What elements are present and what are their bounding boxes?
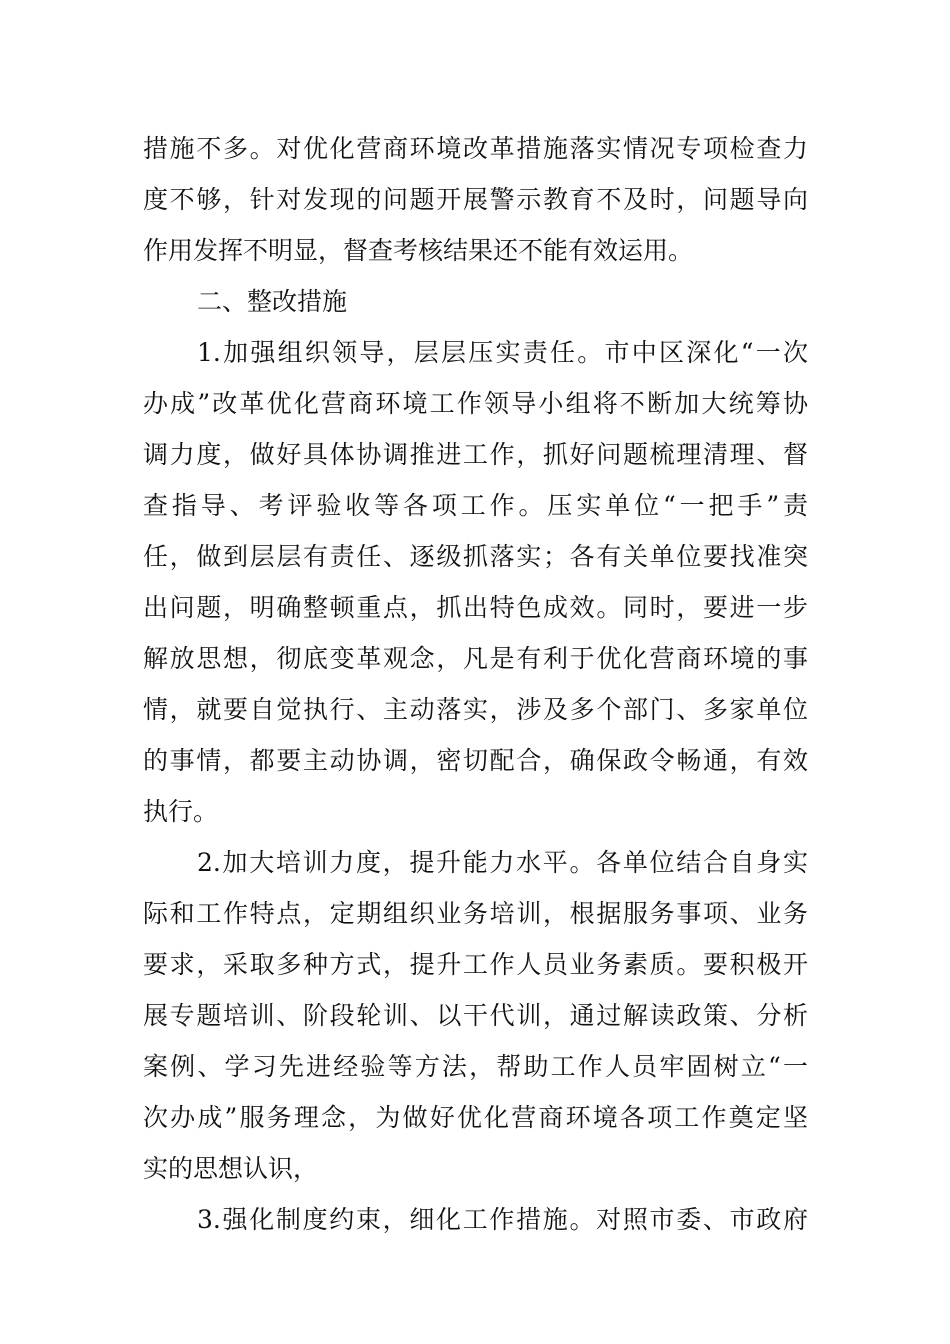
text-line: 查指导、考评验收等各项工作。压实单位“一把手”责 [143, 491, 808, 520]
section-heading: 二、整改措施 [197, 287, 348, 316]
text-line: 任，做到层层有责任、逐级抓落实；各有关单位要找准突 [143, 542, 808, 571]
text-line: 案例、学习先进经验等方法，帮助工作人员牢固树立“一 [143, 1052, 808, 1081]
text-line: 实的思想认识， [143, 1154, 319, 1183]
text-line: 解放思想，彻底变革观念，凡是有利于优化营商环境的事 [143, 644, 808, 673]
text-line: 办成”改革优化营商环境工作领导小组将不断加大统筹协 [143, 389, 808, 418]
text-line: 作用发挥不明显，督查考核结果还不能有效运用。 [143, 236, 694, 265]
text-line: 2.加大培训力度，提升能力水平。各单位结合自身实 [197, 848, 808, 877]
text-line: 调力度，做好具体协调推进工作，抓好问题梳理清理、督 [143, 440, 808, 469]
text-line: 的事情，都要主动协调，密切配合，确保政令畅通，有效 [143, 746, 808, 775]
text-line: 执行。 [143, 797, 219, 826]
text-line: 3.强化制度约束，细化工作措施。对照市委、市政府 [197, 1205, 808, 1234]
text-line: 1.加强组织领导，层层压实责任。市中区深化“一次 [197, 338, 808, 367]
text-line: 次办成”服务理念，为做好优化营商环境各项工作奠定坚 [143, 1103, 808, 1132]
text-line: 际和工作特点，定期组织业务培训，根据服务事项、业务 [143, 899, 808, 928]
text-line: 措施不多。对优化营商环境改革措施落实情况专项检查力 [143, 134, 808, 163]
text-line: 度不够，针对发现的问题开展警示教育不及时，问题导向 [143, 185, 808, 214]
text-line: 情，就要自觉执行、主动落实，涉及多个部门、多家单位 [143, 695, 808, 724]
text-line: 展专题培训、阶段轮训、以干代训，通过解读政策、分析 [143, 1001, 808, 1030]
text-line: 要求，采取多种方式，提升工作人员业务素质。要积极开 [143, 950, 808, 979]
text-line: 出问题，明确整顿重点，抓出特色成效。同时，要进一步 [143, 593, 808, 622]
